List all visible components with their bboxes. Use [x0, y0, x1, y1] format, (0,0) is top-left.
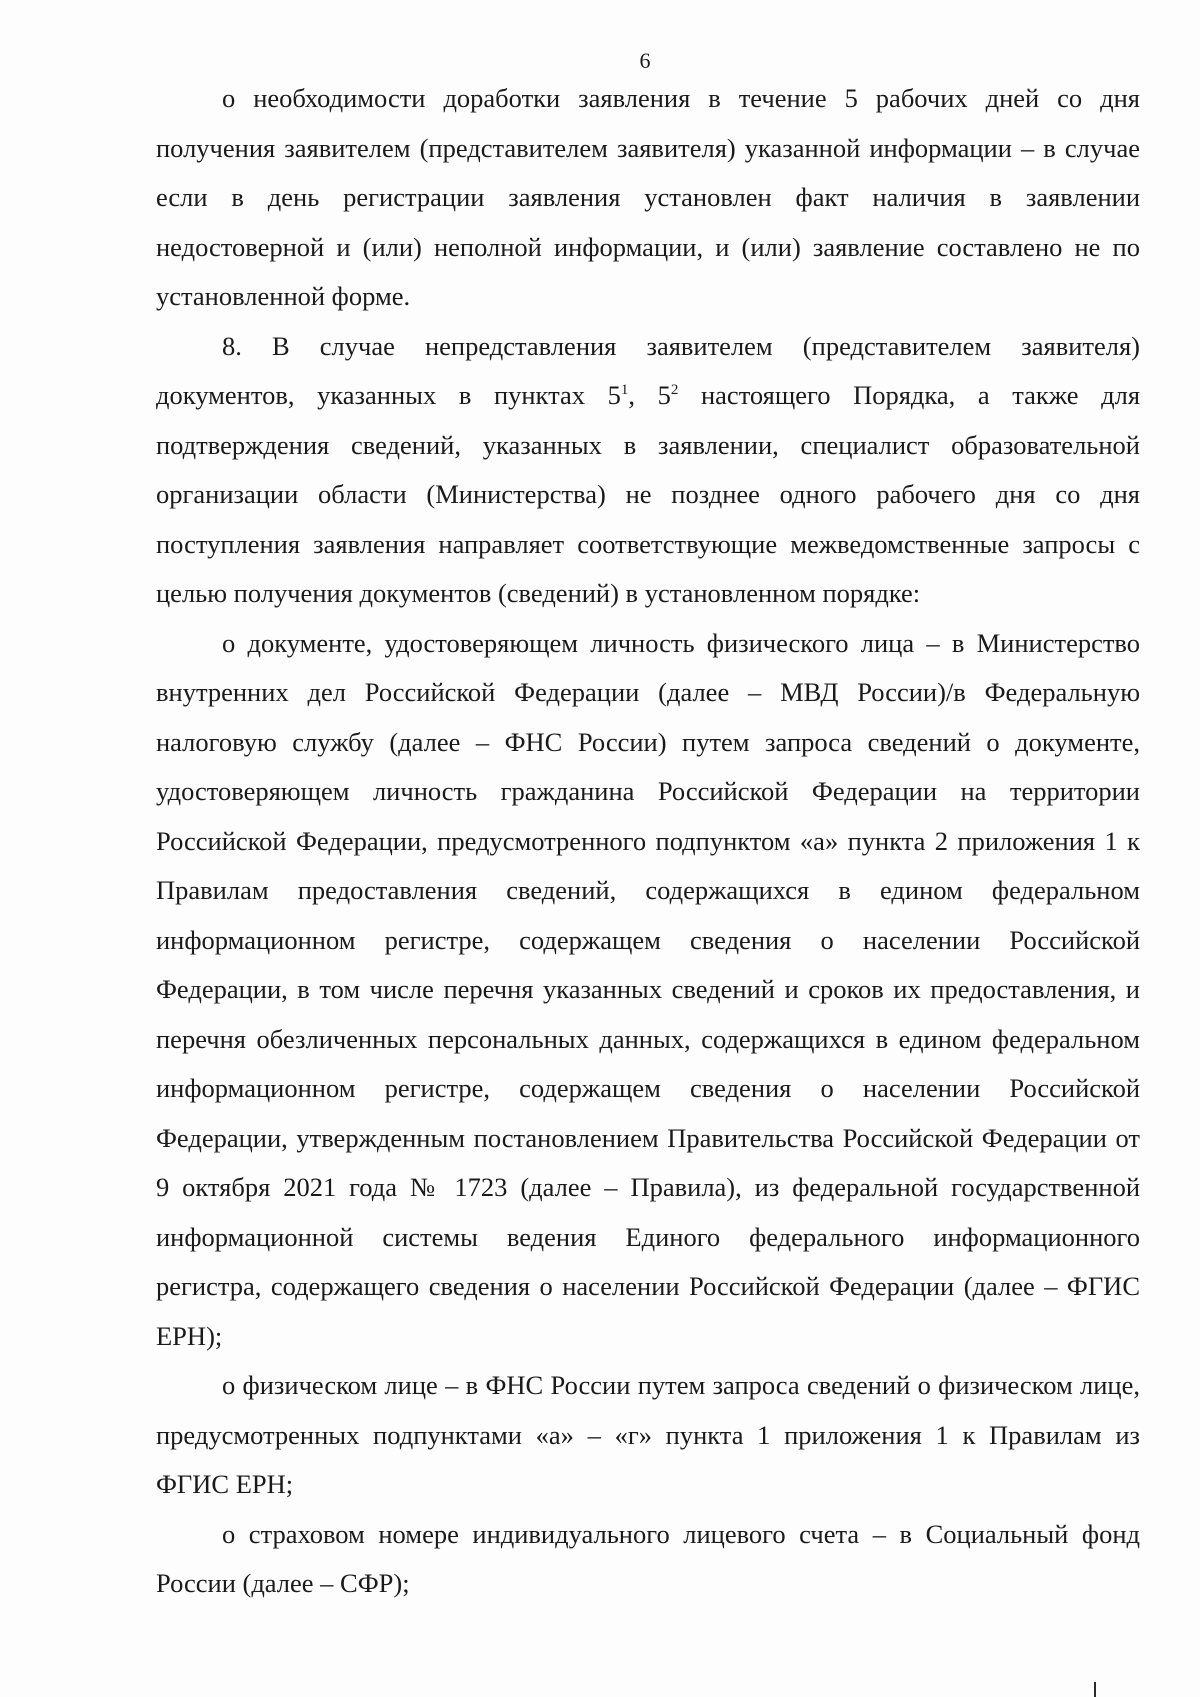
paragraph-8-text-start: 8. В случае непредставления заявителем (представителем заявителя) документов, указанных в пунктах 5 — [156, 330, 1140, 410]
paragraph-8-text-mid: , 5 — [628, 380, 671, 410]
paragraph-individual: о физическом лице – в ФНС России путем запроса сведений о физическом лице, предусмотренных подпунктами «а» – «г» пункта 1 приложения 1 к Правилам из ФГИС ЕРН; — [156, 1370, 1140, 1499]
paragraph-rework-notice: о необходимости доработки заявления в течение 5 рабочих дней со дня получения заявителем (представителем заявителя) указанной информации – в случае если в день регистрации заявления установлен факт наличия в заявлении недостоверной и (или) неполной информации, и (или) заявление составлено не по установленной форме. — [156, 83, 1140, 311]
paragraph-8-text-end: настоящего Порядка, а также для подтверждения сведений, указанных в заявлении, специалист образовательной организации области (Министерства) не позднее одного рабочего дня со дня поступления заявления направляет соответствующие межведомственные запросы с целью получения документов (сведений) в установленном порядке: — [156, 380, 1141, 608]
paragraph-insurance-number: о страховом номере индивидуального лицевого счета – в Социальный фонд России (далее – СФР); — [156, 1518, 1140, 1598]
paragraph-8-interagency-requests — [156, 322, 1140, 619]
scan-edge-mark — [1094, 1682, 1096, 1697]
superscript-1: 1 — [620, 382, 629, 399]
paragraph-identity-document: о документе, удостоверяющем личность физического лица – в Министерство внутренних дел Российской Федерации (далее – МВД России)/в Федеральную налоговую службу (далее – ФНС России) путем запроса сведений о документе, удостоверяющем личность гражданина Российской Федерации на территории Российской Федерации, предусмотренного подпунктом «а» пункта 2 приложения 1 к Правилам предоставления сведений, содержащихся в едином федеральном информационном регистре, содержащем сведения о населении Российской Федерации, в том числе перечня указанных сведений и сроков их предоставления, и перечня обезличенных персональных данных, содержащихся в едином федеральном информационном регистре, содержащем сведения о населении Российской Федерации, утвержденным постановлением Правительства Российской Федерации от 9 октября 2021 года № 1723 (далее – Правила), из федеральной государственной информационной системы ведения Единого федерального информационного регистра, содержащего сведения о населении Российской Федерации (далее – ФГИС ЕРН); — [156, 627, 1140, 1351]
document-body — [156, 74, 1140, 1609]
page-number: 6 — [639, 48, 651, 73]
superscript-2: 2 — [670, 382, 679, 399]
